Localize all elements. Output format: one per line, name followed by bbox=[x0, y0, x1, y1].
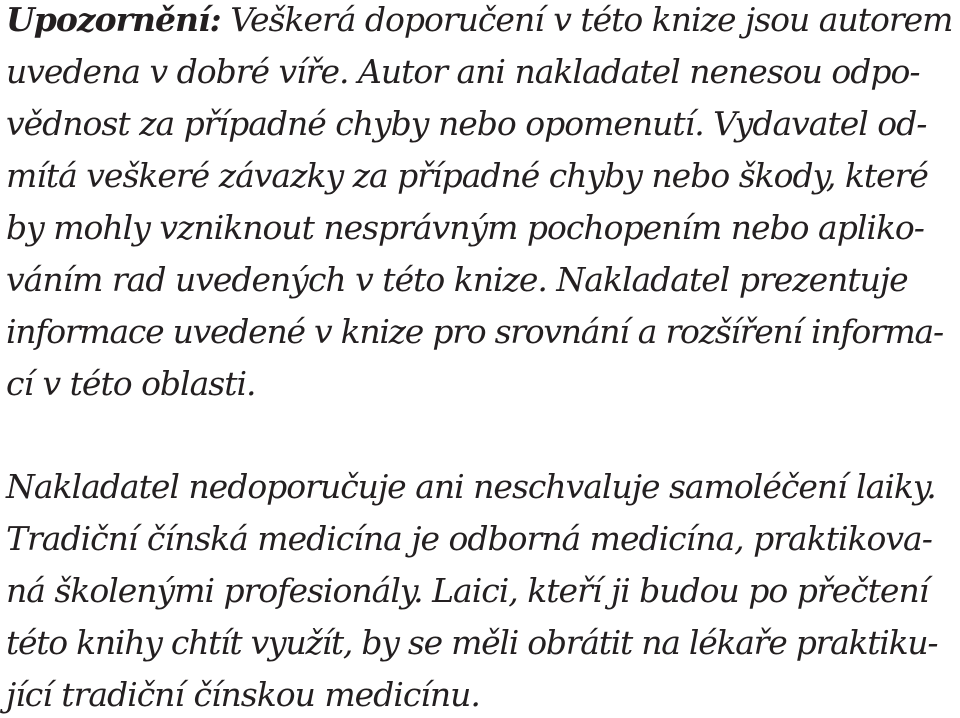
text-line: vědnost za případné chyby nebo opomenutí. Vydavatel od- bbox=[6, 104, 927, 143]
text-line: váním rad uvedených v této knize. Nakladatel prezentuje bbox=[6, 260, 908, 299]
text-line: ná školenými profesionály. Laici, kteří ji budou po přečtení bbox=[6, 571, 929, 610]
text-line: jící tradiční čínskou medicínu. bbox=[6, 675, 480, 714]
text-line: Tradiční čínská medicína je odborná medicína, praktikova- bbox=[6, 519, 932, 558]
text-line-content: Veškerá doporučení v této knize jsou autorem bbox=[220, 0, 953, 39]
text-line bbox=[6, 0, 952, 40]
text-line: uvedena v dobré víře. Autor ani nakladatel nenesou odpo- bbox=[6, 52, 920, 91]
text-line: Nakladatel nedoporučuje ani neschvaluje samoléčení laiky. bbox=[6, 467, 936, 506]
text-line: mítá veškeré závazky za případné chyby nebo škody, které bbox=[6, 156, 928, 195]
text-line: by mohly vzniknout nesprávným pochopením nebo apliko- bbox=[6, 208, 924, 247]
disclaimer-label: Upozornění: bbox=[6, 0, 221, 39]
text-line: informace uvedené v knize pro srovnání a rozšíření informa- bbox=[6, 312, 943, 351]
text-line: cí v této oblasti. bbox=[6, 364, 256, 403]
text-line: této knihy chtít využít, by se měli obrátit na lékaře praktiku- bbox=[6, 623, 938, 662]
